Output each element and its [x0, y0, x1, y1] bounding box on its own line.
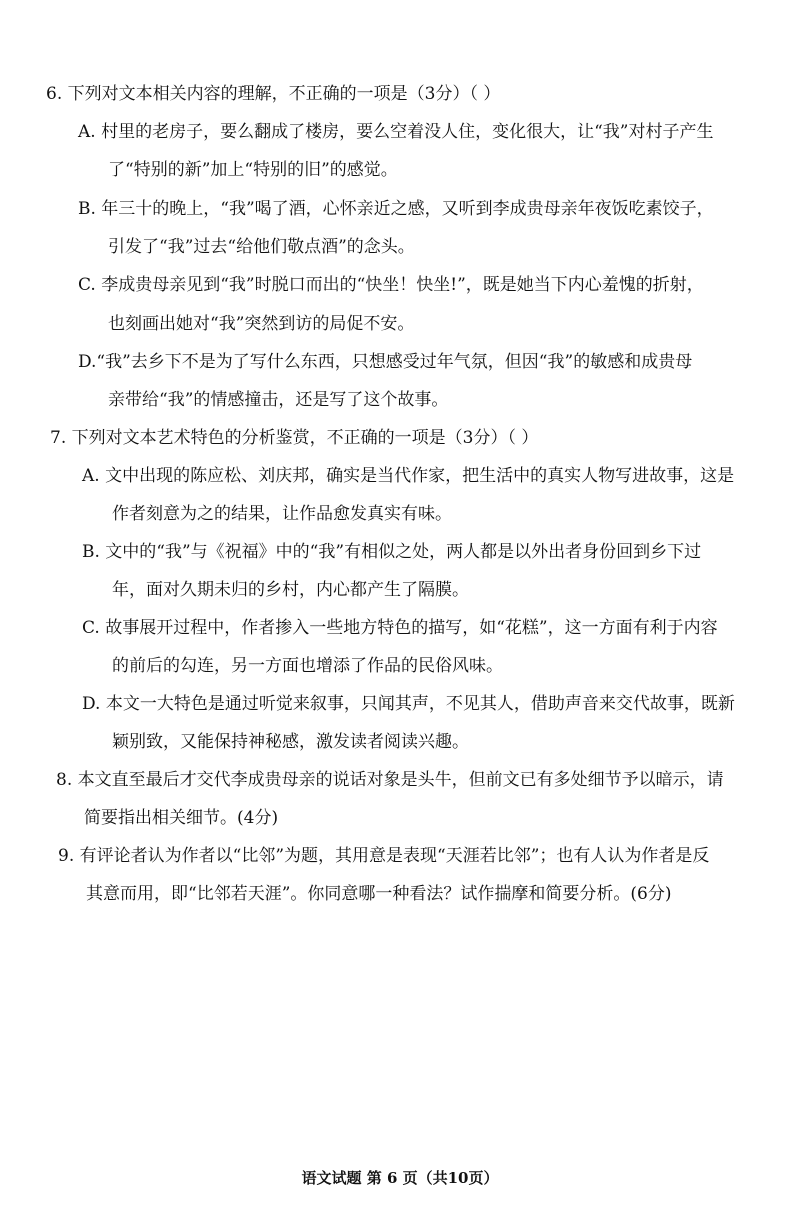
q7-option-a-line2: 作者刻意为之的结果，让作品愈发真实有味。 — [112, 504, 452, 524]
question-8-line1: 8. 本文直至最后才交代李成贵母亲的说话对象是头牛，但前文已有多处细节予以暗示，请 — [56, 770, 724, 790]
question-8-line2: 简要指出相关细节。(4分) — [84, 808, 279, 828]
question-6-stem: 6. 下列对文本相关内容的理解，不正确的一项是（3分）（ ） — [46, 84, 501, 104]
q7-option-c-line2: 的前后的勾连，另一方面也增添了作品的民俗风味。 — [112, 656, 503, 676]
question-7-stem: 7. 下列对文本艺术特色的分析鉴赏，不正确的一项是（3分）（ ） — [50, 428, 539, 448]
q6-option-c-line2: 也刻画出她对“我”突然到访的局促不安。 — [108, 314, 415, 334]
q6-option-a-line1: A. 村里的老房子，要么翻成了楼房，要么空着没人住，变化很大，让“我”对村子产生 — [78, 122, 714, 142]
q7-option-d-line2: 颖别致，又能保持神秘感，激发读者阅读兴趣。 — [112, 732, 469, 752]
page-footer: 语文试题 第 6 页（共10页） — [301, 1169, 499, 1187]
q7-option-b-line1: B. 文中的“我”与《祝福》中的“我”有相似之处，两人都是以外出者身份回到乡下过 — [82, 542, 702, 562]
q7-option-a-line1: A. 文中出现的陈应松、刘庆邦，确实是当代作家，把生活中的真实人物写进故事，这是 — [82, 466, 735, 486]
q6-option-c-line1: C. 李成贵母亲见到“我”时脱口而出的“快坐！快坐!”，既是她当下内心羞愧的折射， — [78, 275, 704, 295]
question-9-line2: 其意而用，即“比邻若天涯”。你同意哪一种看法？试作揣摩和简要分析。(6分) — [86, 884, 672, 904]
q6-option-d-line2: 亲带给“我”的情感撞击，还是写了这个故事。 — [108, 390, 449, 410]
question-9-line1: 9. 有评论者认为作者以“比邻”为题，其用意是表现“天涯若比邻”；也有人认为作者是反 — [58, 846, 710, 866]
q7-option-c-line1: C. 故事展开过程中，作者掺入一些地方特色的描写，如“花糕”，这一方面有利于内容 — [82, 618, 718, 638]
q6-option-b-line1: B. 年三十的晚上，“我”喝了酒，心怀亲近之感，又听到李成贵母亲年夜饭吃素饺子， — [78, 199, 714, 219]
q6-option-d-line1: D.“我”去乡下不是为了写什么东西，只想感受过年气氛，但因“我”的敏感和成贵母 — [78, 352, 693, 372]
q7-option-d-line1: D. 本文一大特色是通过听觉来叙事，只闻其声，不见其人，借助声音来交代故事，既新 — [82, 694, 735, 714]
q7-option-b-line2: 年，面对久期未归的乡村，内心都产生了隔膜。 — [112, 580, 469, 600]
q6-option-b-line2: 引发了“我”过去“给他们敬点酒”的念头。 — [108, 237, 415, 257]
q6-option-a-line2: 了“特别的新”加上“特别的旧”的感觉。 — [108, 160, 398, 180]
